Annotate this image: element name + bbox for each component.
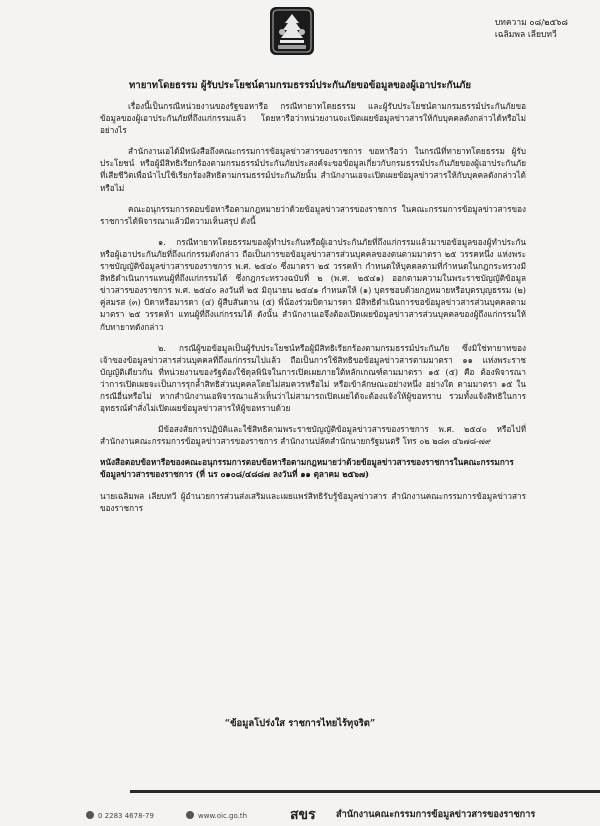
opinion-point-1: ๑. กรณีทายาทโดยธรรมของผู้ทำประกันหรือผู้เอาประกันภัยที่ถึงแก่กรรมแล้วมาขอข้อมูลของผู้ทำประกันหรือผู้เอาประกันภัยที่ถึงแก่กรรมดังกล่าว ถือเป็นการขอข้อมูลข่าวสารส่วนบุคคลของตนตามมาตรา ๒๕ วรรคหนึ่ง แห่งพระราชบัญญัติข้อมูลข่าวสารของราชการ พ.ศ. ๒๕๔๐ ซึ่งมาตรา ๒๕ วรรคห้า กำหนดให้บุคคลตามที่กำหนดในกฎกระทรวงมีสิทธิดำเนินการแทนผู้ที่ถึงแก่กรรมได้ ซึ่งกฎกระทรวงฉบับที่ ๒ (พ.ศ. ๒๕๔๑) ออกตามความในพระราชบัญญัติข้อมูลข่าวสารของราชการ พ.ศ. ๒๕๔๐ ลงวันที่ ๒๕ มิถุนายน ๒๕๔๑ กำหนดให้ (๑) บุตรชอบด้วยกฎหมายหรือบุตรบุญธรรม (๒) คู่สมรส (๓) บิดาหรือมารดา (๔) ผู้สืบสันดาน (๕) พี่น้องร่วมบิดามารดา มีสิทธิดำเนินการขอข้อมูลข่าวสารส่วนบุคคลตามมาตรา ๒๕ วรรคห้า แทนผู้ที่ถึงแก่กรรมได้ ดังนั้น สำนักงานเอจึงต้องเปิดเผยข้อมูลข่าวสารส่วนบุคคลของผู้ถึงแก่กรรมให้กับทายาทดังกล่าว bbox=[100, 236, 526, 332]
intro-paragraph: เรื่องนี้เป็นกรณีหน่วยงานของรัฐขอหารือ กรณีทายาทโดยธรรม และผู้รับประโยชน์ตามกรมธรรม์ประกันภัยขอข้อมูลของผู้เอาประกันภัยที่ถึงแก่กรรมแล้ว โดยหารือว่าหน่วยงานจะเปิดเผยข้อมูลข่าวสารให้กับบุคคลดังกล่าวได้หรือไม่ อย่างไร bbox=[100, 101, 526, 136]
document-title: ทายาทโดยธรรม ผู้รับประโยชน์ตามกรมธรรม์ประกันภัยขอข้อมูลของผู้เอาประกันภัย bbox=[128, 80, 471, 91]
oic-logo: สขร bbox=[290, 807, 316, 823]
slogan: “ข้อมูลโปร่งใส ราชการไทยไร้ทุจริต” bbox=[224, 718, 376, 729]
committee-opinion-paragraph: คณะอนุกรรมการตอบข้อหารือตามกฎหมายว่าด้วยข้อมูลข่าวสารของราชการ ในคณะกรรมการข้อมูลข่าวสารของราชการได้พิจารณาแล้วมีความเห็นสรุป ดังนี้ bbox=[100, 203, 526, 226]
page-footer bbox=[0, 790, 600, 825]
footer-phone: 0 2283 4678-79 bbox=[98, 812, 154, 820]
article-number: บทความ ๐๘/๒๕๖๘ bbox=[494, 18, 568, 28]
footer-website[interactable]: www.oic.go.th bbox=[198, 812, 248, 820]
inquiry-paragraph: สำนักงานเอได้มีหนังสือถึงคณะกรรมการข้อมูลข่าวสารของราชการ ขอหารือว่า ในกรณีที่ทายาทโดยธรรม ผู้รับประโยชน์ หรือผู้มีสิทธิเรียกร้องตามกรมธรรม์ประกันภัยประสงค์จะขอข้อมูลเกี่ยวกับกรมธรรม์ประกันภัยของผู้เอาประกันภัยที่เสียชีวิตเพื่อนำไปใช้เรียกร้องสิทธิตามกรมธรรม์ประกันภัยนั้น สำนักงานเอจะเปิดเผยข้อมูลข่าวสารให้กับบุคคลดังกล่าวได้หรือไม่ bbox=[100, 146, 526, 193]
author-credit: นายเฉลิมพล เลียบทวี ผู้อำนวยการส่วนส่งเสริมและเผยแพร่สิทธิรับรู้ข้อมูลข่าวสาร สำนักงานคณะกรรมการข้อมูลข่าวสารของราชการ bbox=[100, 490, 526, 513]
article-author: เฉลิมพล เลียบทวี bbox=[494, 30, 557, 40]
footer-divider bbox=[130, 790, 600, 793]
office-emblem-icon bbox=[268, 5, 316, 57]
article-reference bbox=[495, 17, 568, 41]
footer-org-name: สำนักงานคณะกรรมการข้อมูลข่าวสารของราชการ bbox=[336, 809, 536, 820]
reference-letter: หนังสือตอบข้อหารือของคณะอนุกรรมการตอบข้อหารือตามกฎหมายว่าด้วยข้อมูลข่าวสารของราชการในคณะกรรมการข้อมูลข่าวสารของราชการ (ที่ นร ๐๑๐๘/๔๘๘๗ ลงวันที่ ๑๑ ตุลาคม ๒๕๖๗) bbox=[100, 457, 514, 480]
contact-paragraph: มีข้อสงสัยการปฏิบัติและใช้สิทธิตามพระราชบัญญัติข้อมูลข่าวสารของราชการ พ.ศ. ๒๕๔๐ หรือไปที่สำนักงานคณะกรรมการข้อมูลข่าวสารของราชการ สำนักงานปลัดสำนักนายกรัฐมนตรี โทร ๐๒ ๒๘๓ ๔๖๗๘-๗๙ bbox=[100, 424, 526, 447]
opinion-point-2: ๒. กรณีผู้ขอข้อมูลเป็นผู้รับประโยชน์หรือผู้มีสิทธิเรียกร้องตามกรมธรรม์ประกันภัย ซึ่งมิใช่ทายาทของเจ้าของข้อมูลข่าวสารส่วนบุคคลที่ถึงแก่กรรมไปแล้ว ถือเป็นการใช้สิทธิขอข้อมูลข่าวสารตามมาตรา ๑๑ แห่งพระราชบัญญัติเดียวกัน ที่หน่วยงานของรัฐต้องใช้ดุลพินิจในการเปิดเผยภายใต้หลักเกณฑ์ตามมาตรา ๑๕ (๕) คือ ต้องพิจารณาว่าการเปิดเผยจะเป็นการรุกล้ำสิทธิส่วนบุคคลโดยไม่สมควรหรือไม่ หรือเข้าลักษณะอย่างหนึ่ง อย่างใด ตามมาตรา ๑๕ ในกรณีอื่นหรือไม่ หากสำนักงานเอพิจารณาแล้วเห็นว่าไม่สามารถเปิดเผยได้จะต้องแจ้งให้ผู้ขอทราบ รวมทั้งแจ้งสิทธิในการอุทธรณ์คำสั่งไม่เปิดเผยข้อมูลข่าวสารให้ผู้ขอทราบด้วย bbox=[100, 342, 526, 414]
phone-icon bbox=[86, 811, 94, 819]
globe-icon bbox=[186, 811, 194, 819]
document-body bbox=[100, 100, 526, 523]
